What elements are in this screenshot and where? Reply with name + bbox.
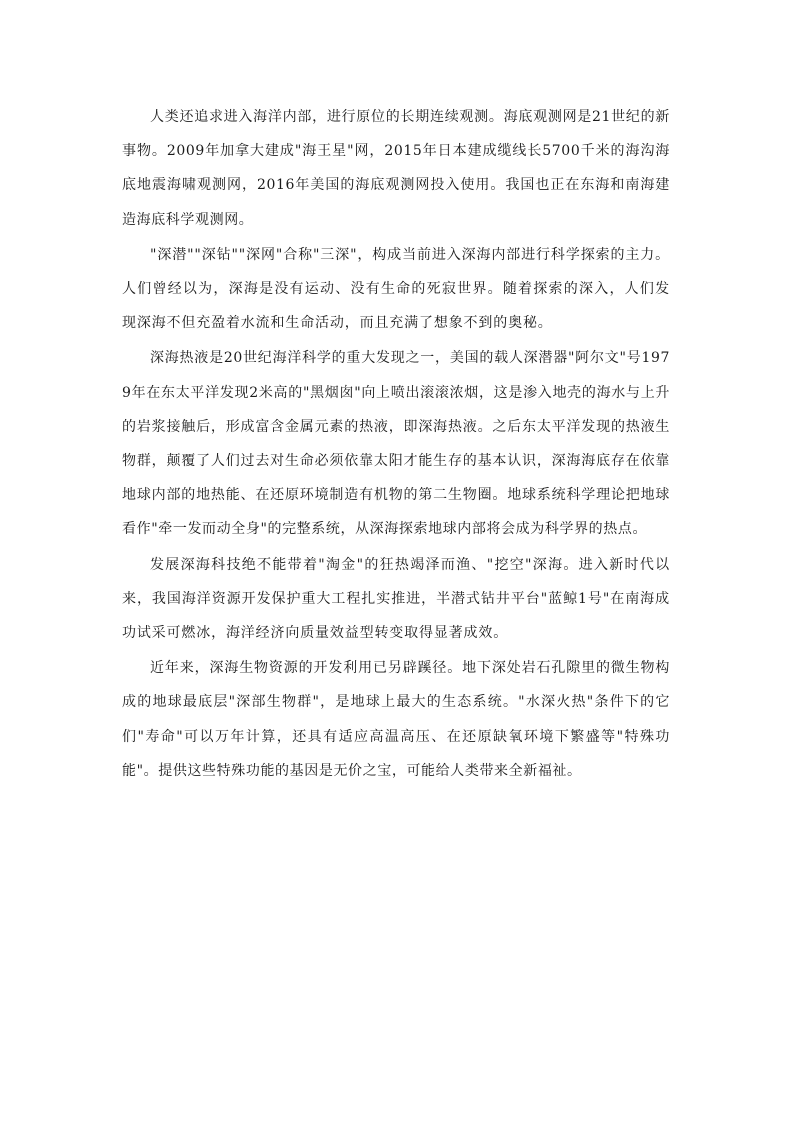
paragraph-deep-biosphere: 近年来，深海生物资源的开发利用已另辟蹊径。地下深处岩石孔隙里的微生物构成的地球最底层"深部生物群"，是地球上最大的生态系统。"水深火热"条件下的它们"寿命"可以万年计算，还具有适应高温高压、在还原缺氧环境下繁盛等"特殊功能"。提供这些特殊功能的基因是无价之宝，可能给人类带来全新福祉。 [122,660,670,779]
paragraph-three-deeps: "深潜""深钻""深网"合称"三深"，构成当前进入深海内部进行科学探索的主力。人们曾经以为，深海是没有运动、没有生命的死寂世界。随着探索的深入，人们发现深海不但充盈着水流和生命活动，而且充满了想象不到的奥秘。 [122,246,670,332]
paragraph-hydrothermal: 深海热液是20世纪海洋科学的重大发现之一，美国的载人深潜器"阿尔文"号1979年在东太平洋发现2米高的"黑烟囱"向上喷出滚滚浓烟，这是渗入地壳的海水与上升的岩浆接触后，形成富含金属元素的热液，即深海热液。之后东太平洋发现的热液生物群，颠覆了人们过去对生命必须依靠太阳才能生存的基本认识，深海海底存在依靠地球内部的地热能、在还原环境制造有机物的第二生物圈。地球系统科学理论把地球看作"牵一发而动全身"的完整系统，从深海探索地球内部将会成为科学界的热点。 [122,350,670,538]
document-body [122,100,670,789]
paragraph-seafloor-observation: 人类还追求进入海洋内部，进行原位的长期连续观测。海底观测网是21世纪的新事物。2009年加拿大建成"海王星"网，2015年日本建成缆线长5700千米的海沟海底地震海啸观测网，2016年美国的海底观测网投入使用。我国也正在东海和南海建造海底科学观测网。 [122,109,670,228]
paragraph-deep-sea-development: 发展深海科技绝不能带着"淘金"的狂热竭泽而渔、"挖空"深海。进入新时代以来，我国海洋资源开发保护重大工程扎实推进，半潜式钻井平台"蓝鲸1号"在南海成功试采可燃冰，海洋经济向质量效益型转变取得显著成效。 [122,556,670,642]
